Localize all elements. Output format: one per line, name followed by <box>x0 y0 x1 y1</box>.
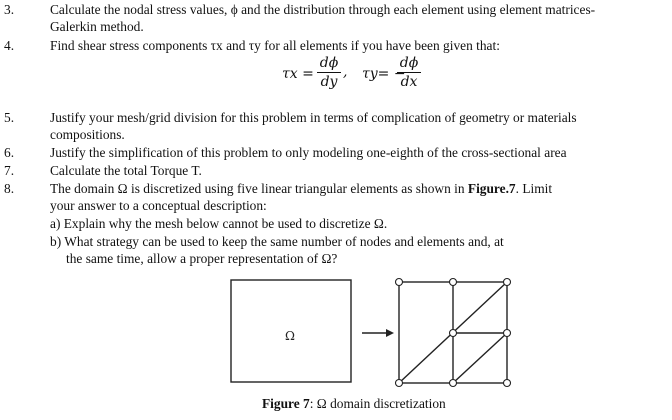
node <box>450 279 457 286</box>
domain-label: Ω <box>285 329 295 343</box>
comma: , <box>343 64 348 80</box>
figure-caption <box>262 396 446 412</box>
subitem-b-cont: the same time, allow a proper representation of Ω? <box>66 251 338 266</box>
node <box>504 279 511 286</box>
node <box>450 330 457 337</box>
subitem-b: b) What strategy can be used to keep the same number of nodes and elements and, at <box>50 234 504 249</box>
item-number: 6. <box>4 145 15 160</box>
item-text: The domain Ω is discretized using five linear triangular elements as shown in Figure.7. Limit <box>50 181 553 196</box>
denominator: dy <box>320 74 338 90</box>
item-text: Calculate the nodal stress values, ϕ and the distribution through each element using element matrices- <box>50 2 596 17</box>
subitem-a: a) Explain why the mesh below cannot be used to discretize Ω. <box>50 216 388 231</box>
item-text: Justify your mesh/grid division for this problem in terms of complication of geometry or materials <box>50 110 577 125</box>
node <box>504 330 511 337</box>
tau-x-label: τx = <box>282 66 314 82</box>
node <box>450 380 457 387</box>
item-text-cont: compositions. <box>50 127 125 142</box>
numerator: dϕ <box>319 55 339 71</box>
item-text: Justify the simplification of this problem to only modeling one-eighth of the cross-sectional area <box>50 145 567 160</box>
item-number: 7. <box>4 163 15 178</box>
arrow-head <box>386 329 394 337</box>
item-text-cont: Galerkin method. <box>50 19 144 34</box>
caption-label: Figure 7 <box>262 396 310 411</box>
item-text-cont: your answer to a conceptual description: <box>50 198 267 213</box>
item-number: 3. <box>4 2 15 17</box>
numerator: dϕ <box>399 55 419 71</box>
item-number: 4. <box>4 38 15 53</box>
item-number: 8. <box>4 181 15 196</box>
caption-text: : Ω domain discretization <box>309 396 446 411</box>
item-text: Calculate the total Torque T. <box>50 163 202 178</box>
node <box>396 380 403 387</box>
node <box>396 279 403 286</box>
denominator: dx <box>400 74 418 90</box>
tau-y-label: τy= − <box>362 66 406 82</box>
item-text: Find shear stress components τx and τy for all elements if you have been given that: <box>50 38 500 53</box>
item-number: 5. <box>4 110 15 125</box>
figure-reference: Figure.7 <box>467 181 516 196</box>
node <box>504 380 511 387</box>
